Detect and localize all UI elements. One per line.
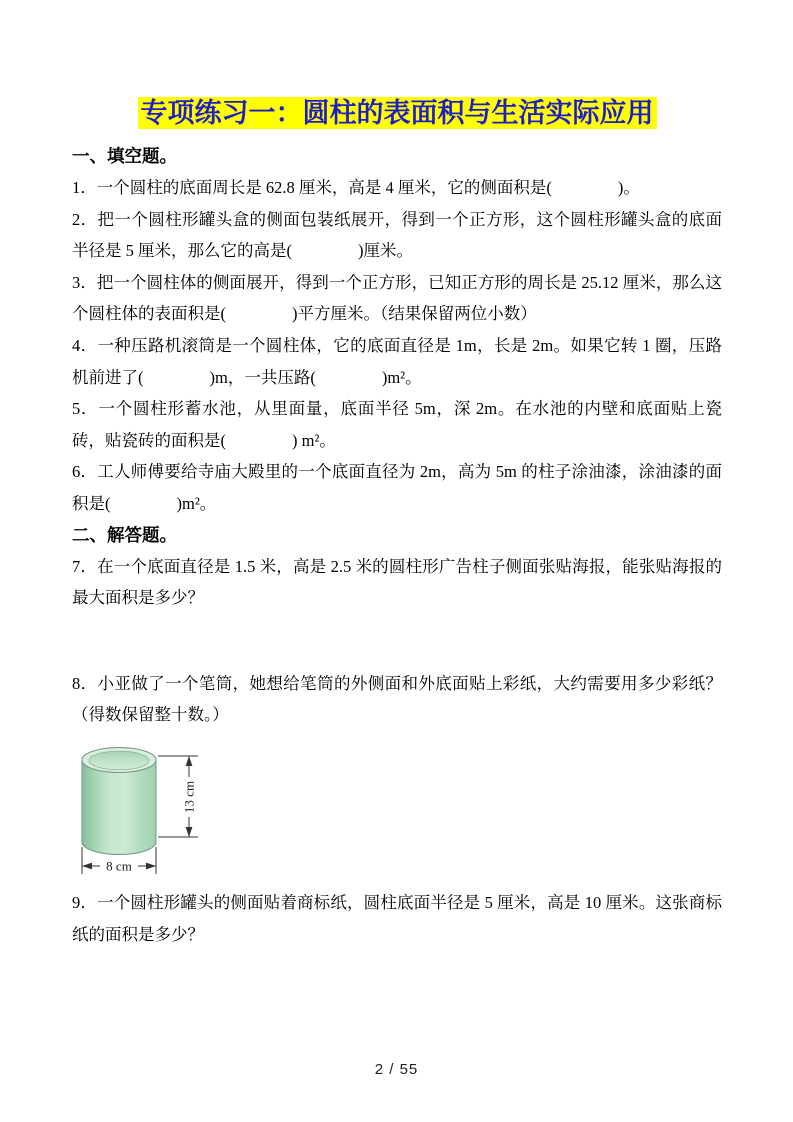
cylinder-top-opening [89,751,149,770]
cylinder-figure-svg [76,740,226,882]
height-label: 13 cm [181,780,197,813]
height-arrow-up-icon [186,756,193,766]
question-4: 4．一种压路机滚筒是一个圆柱体，它的底面直径是 1m，长是 2m。如果它转 1 圈，压路机前进了( )m，一共压路( )m²。 [72,335,722,387]
question-3: 3．把一个圆柱体的侧面展开，得到一个正方形，已知正方形的周长是 25.12 厘米，那么这个圆柱体的表面积是( )平方厘米。（结果保留两位小数） [72,272,722,324]
question-6: 6．工人师傅要给寺庙大殿里的一个底面直径为 2m，高为 5m 的柱子涂油漆，涂油漆的面积是( )m²。 [72,462,722,513]
page-title-highlight: 专项练习一：圆柱的表面积与生活实际应用 [138,97,657,129]
question-9: 9．一个圆柱形罐头的侧面贴着商标纸，圆柱底面半径是 5 厘米，高是 10 厘米。这张商标纸的面积是多少？ [72,892,722,944]
width-label: 8 cm [106,858,132,874]
question-2: 2．把一个圆柱形罐头盒的侧面包装纸展开，得到一个正方形，这个圆柱形罐头盒的底面半径是 5 厘米，那么它的高是( )厘米。 [72,209,722,261]
page-number: 2 / 55 [374,1061,419,1078]
section-heading-solve: 二、解答题。 [72,524,177,545]
question-7: 7．在一个底面直径是 1.5 米，高是 2.5 米的圆柱形广告柱子侧面张贴海报，能张贴海报的最大面积是多少？ [72,556,722,608]
width-arrow-left-icon [82,863,92,870]
cylinder-body [82,760,156,855]
question-1: 1．一个圆柱的底面周长是 62.8 厘米，高是 4 厘米，它的侧面积是( )。 [72,178,640,197]
height-arrow-down-icon [186,827,193,837]
question-5: 5．一个圆柱形蓄水池，从里面量，底面半径 5m，深 2m。在水池的内壁和底面贴上瓷砖，贴瓷砖的面积是( ) m²。 [72,399,722,450]
question-8: 8．小亚做了一个笔筒，她想给笔筒的外侧面和外底面贴上彩纸，大约需要用多少彩纸？（得数保留整十数。） [72,673,722,725]
cylinder-figure [76,740,226,882]
width-arrow-right-icon [146,863,156,870]
section-heading-fill-in-blanks: 一、填空题。 [72,146,177,166]
page-title [72,95,722,132]
